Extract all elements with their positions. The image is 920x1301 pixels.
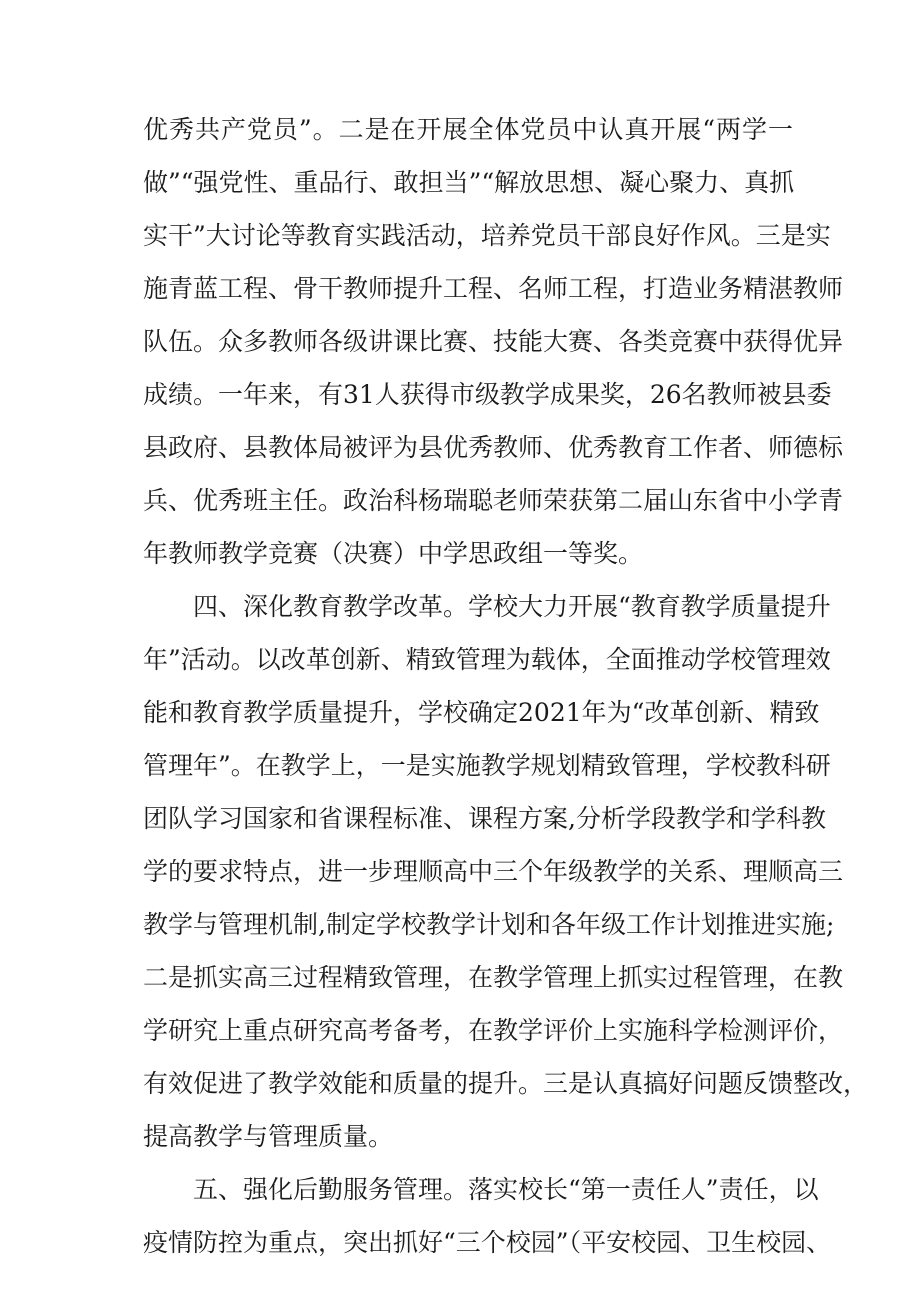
paragraph-line: 提高教学与管理质量。: [143, 1122, 394, 1151]
section-heading-line: 五、强化后勤服务管理。落实校长“第一责任人”责任，以: [193, 1175, 819, 1204]
paragraph-line: 二是抓实高三过程精致管理，在教学管理上抓实过程管理，在教: [143, 963, 844, 992]
paragraph-line: 兵、优秀班主任。政治科杨瑞聪老师荣获第二届山东省中小学青: [143, 486, 844, 515]
paragraph-line: 管理年”。在教学上，一是实施教学规划精致管理，学校教科研: [143, 751, 831, 780]
paragraph-line: 年”活动。以改革创新、精致管理为载体，全面推动学校管理效: [143, 645, 831, 674]
paragraph-line: 成绩。一年来，有31人获得市级教学成果奖，26名教师被县委: [143, 380, 832, 409]
paragraph-line: 有效促进了教学效能和质量的提升。三是认真搞好问题反馈整改，: [143, 1069, 869, 1098]
paragraph-line: 实干”大讨论等教育实践活动，培养党员干部良好作风。三是实: [143, 221, 831, 250]
paragraph-line: 县政府、县教体局被评为县优秀教师、优秀教育工作者、师德标: [143, 433, 844, 462]
paragraph-line: 施青蓝工程、骨干教师提升工程、名师工程，打造业务精湛教师: [143, 274, 844, 303]
paragraph-line: 优秀共产党员”。二是在开展全体党员中认真开展“两学一: [143, 115, 793, 144]
paragraph-line: 学的要求特点，进一步理顺高中三个年级教学的关系、理顺高三: [143, 857, 844, 886]
paragraph-line: 队伍。众多教师各级讲课比赛、技能大赛、各类竞赛中获得优异: [143, 327, 844, 356]
paragraph-line: 做”“强党性、重品行、敢担当”“解放思想、凝心聚力、真抓: [143, 168, 795, 197]
paragraph-line: 能和教育教学质量提升，学校确定2021年为“改革创新、精致: [143, 698, 820, 727]
paragraph-line: 教学与管理机制,制定学校教学计划和各年级工作计划推进实施;: [143, 910, 835, 939]
paragraph-line: 疫情防控为重点，突出抓好“三个校园”（平安校园、卫生校园、: [143, 1228, 832, 1257]
section-heading-line: 四、深化教育教学改革。学校大力开展“教育教学质量提升: [193, 592, 831, 621]
paragraph-line: 学研究上重点研究高考备考，在教学评价上实施科学检测评价，: [143, 1016, 844, 1045]
paragraph-line: 团队学习国家和省课程标准、课程方案,分析学段教学和学科教: [143, 804, 826, 833]
paragraph-line: 年教师教学竞赛（决赛）中学思政组一等奖。: [143, 539, 644, 568]
